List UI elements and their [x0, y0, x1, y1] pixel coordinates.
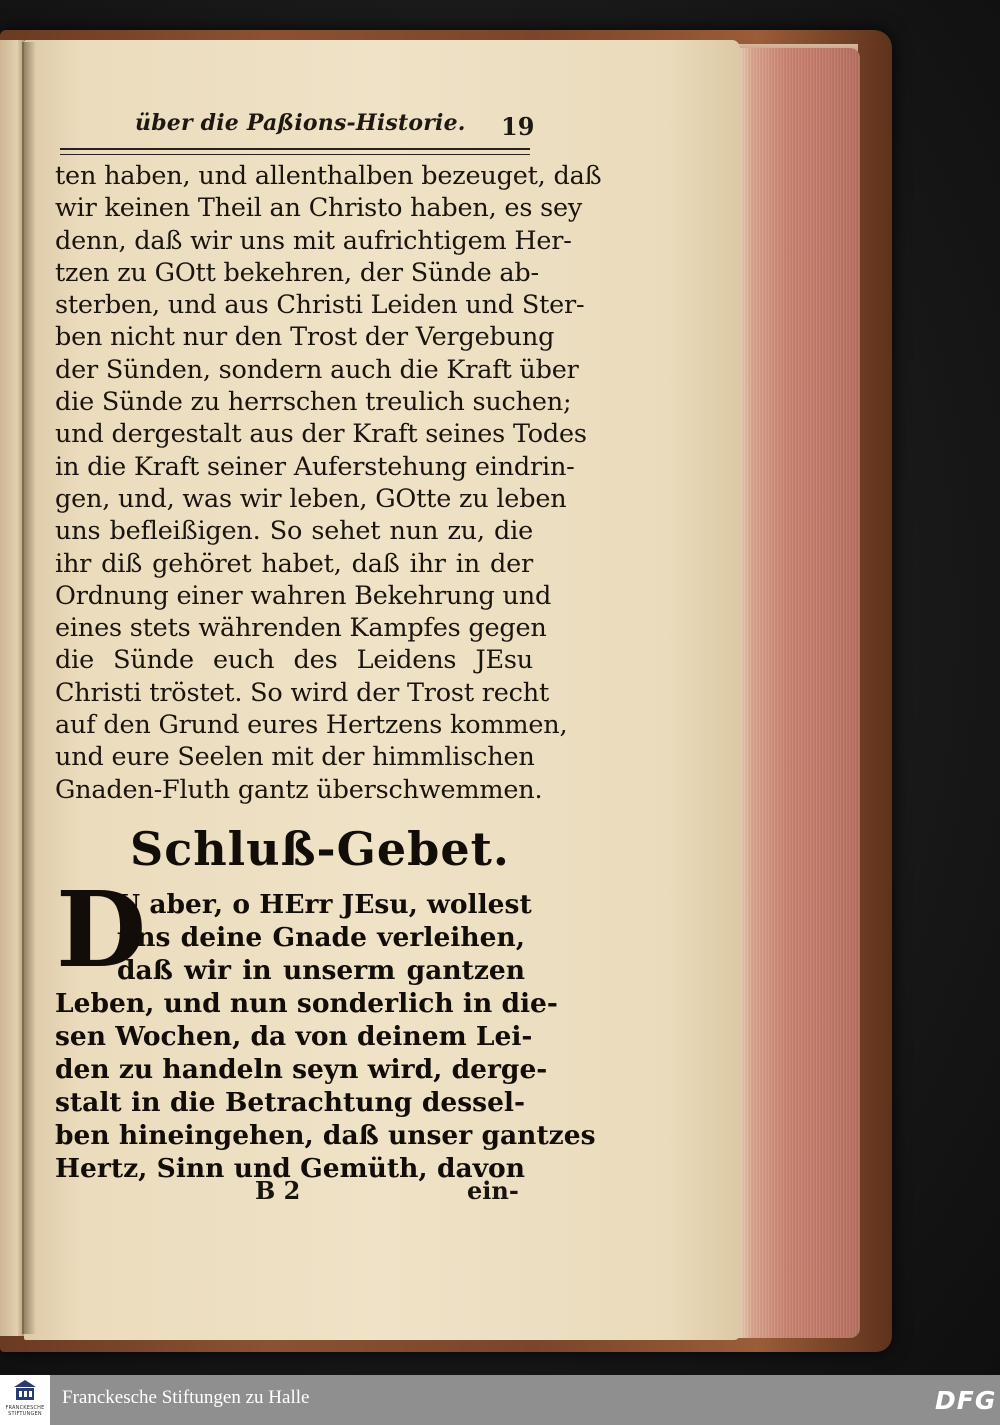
text-line: die Sünde zu herrschen treulich suchen;: [55, 387, 572, 418]
page-footer: [55, 1176, 525, 1212]
text-line: sterben, und aus Christi Leiden und Ster-: [55, 290, 585, 321]
text-line: und eure Seelen mit der himmlischen: [55, 742, 535, 773]
text-line: Gnaden-Fluth gantz überschwemmen.: [55, 774, 543, 805]
prayer-line: Leben, und nun sonderlich in die-: [55, 988, 558, 1019]
page-edges: [738, 48, 860, 1338]
text-line: die Sünde euch des Leidens JEsu: [55, 645, 533, 676]
running-head: über die Paßions-Historie.: [135, 110, 466, 136]
page-number: 19: [501, 112, 535, 141]
text-line: ihr diß gehöret habet, daß ihr in der: [55, 548, 533, 579]
prayer-line: den zu handeln seyn wird, derge-: [55, 1054, 548, 1085]
prayer-line: sen Wochen, da von deinem Lei-: [55, 1021, 533, 1052]
drop-cap: D: [56, 868, 147, 991]
viewer-footer-bar: [0, 1375, 1000, 1425]
section-title: Schluß-Gebet.: [130, 822, 510, 876]
text-line: ten haben, und allenthalben bezeuget, daß: [55, 161, 602, 191]
prayer-text: [55, 888, 596, 1185]
prayer-line: uns deine Gnade verleihen,: [117, 922, 525, 953]
body-text: [55, 160, 602, 806]
text-line: gen, und, was wir leben, GOtte zu leben: [55, 483, 567, 514]
text-line: denn, daß wir uns mit aufrichtigem Her-: [55, 225, 572, 256]
text-line: eines stets währenden Kampfes gegen: [55, 613, 547, 644]
header-rule: [60, 148, 530, 155]
text-line: auf den Grund eures Hertzens kommen,: [55, 710, 568, 741]
signature-mark: B 2: [255, 1176, 301, 1205]
previous-page-edge: [0, 40, 24, 1336]
text-line: uns befleißigen. So sehet nun zu, die: [55, 516, 533, 547]
institution-name[interactable]: Franckesche Stiftungen zu Halle: [62, 1387, 310, 1408]
gutter-shadow: [22, 42, 36, 1334]
page-header: [135, 110, 535, 150]
building-icon: [12, 1379, 38, 1403]
text-line: Ordnung einer wahren Bekehrung und: [55, 580, 552, 611]
text-line: und dergestalt aus der Kraft seines Todes: [55, 419, 587, 450]
text-line: Christi tröstet. So wird der Trost recht: [55, 677, 550, 708]
text-line: wir keinen Theil an Christo haben, es sey: [55, 193, 583, 224]
prayer-line: U aber, o HErr JEsu, wollest: [117, 889, 532, 920]
text-line: der Sünden, sondern auch die Kraft über: [55, 354, 579, 385]
prayer-line: stalt in die Betrachtung dessel-: [55, 1087, 525, 1118]
catchword: ein-: [467, 1176, 519, 1205]
text-line: ben nicht nur den Trost der Vergebung: [55, 322, 555, 353]
logo-text: FRANCKESCHE STIFTUNGEN: [5, 1405, 45, 1417]
dfg-logo[interactable]: DFG: [935, 1386, 997, 1415]
text-line: in die Kraft seiner Auferstehung eindrin-: [55, 451, 575, 482]
institution-logo[interactable]: [0, 1375, 50, 1425]
prayer-line: daß wir in unserm gantzen: [117, 955, 525, 986]
prayer-line: Hertz, Sinn und Gemüth, davon: [55, 1153, 525, 1184]
prayer-line: ben hineingehen, daß unser gantzes: [55, 1120, 596, 1151]
text-line: tzen zu GOtt bekehren, der Sünde ab-: [55, 257, 539, 288]
